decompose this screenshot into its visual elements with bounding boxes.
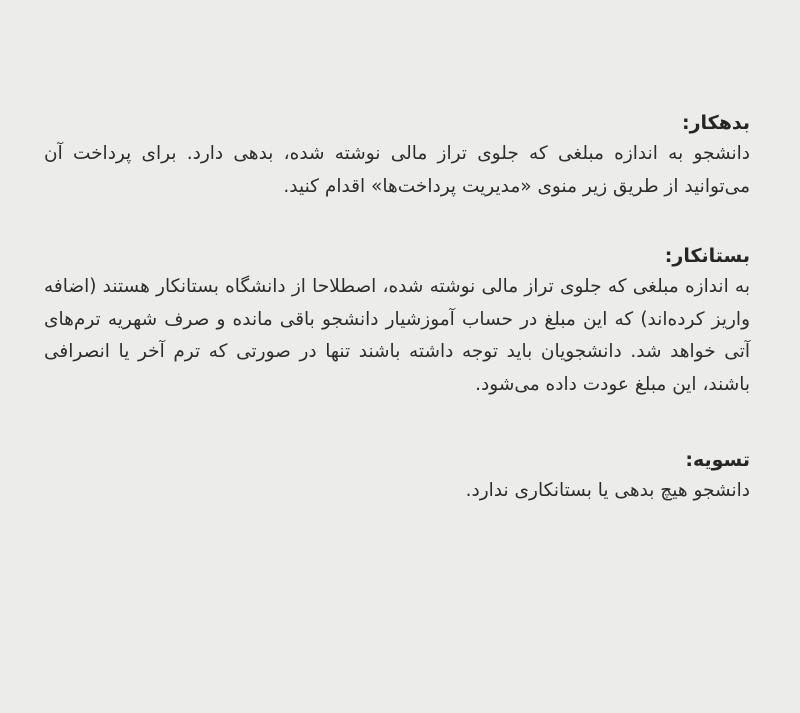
section-text-creditor: به اندازه مبلغی که جلوی تراز مالی نوشته شده، اصطلاحا از دانشگاه بستانکار هستند (اضافه واریز کرده‌اند) که این مبلغ در حساب آموزشیار دانشجو باقی مانده و صرف شهریه ترم‌های آتی خواهد شد. دانشجویان باید توجه داشته باشند تنها در صورتی که ترم آخر یا انصرافی باشند، این مبلغ عودت داده می‌شود. [44, 276, 750, 395]
section-creditor [44, 241, 750, 401]
document-body [44, 108, 750, 546]
section-text-settled: دانشجو هیچ بدهی یا بستانکاری ندارد. [465, 480, 750, 501]
section-heading-creditor: بستانکار: [664, 245, 750, 267]
section-heading-debtor: بدهکار: [681, 112, 750, 134]
section-text-debtor: دانشجو به اندازه مبلغی که جلوی تراز مالی نوشته شده، بدهی دارد. برای پرداخت آن می‌توانید از طریق زیر منوی «مدیریت پرداخت‌ها» اقدام کنید. [44, 143, 750, 197]
section-settled [44, 445, 750, 508]
section-debtor [44, 108, 750, 203]
section-heading-settled: تسویه: [685, 449, 750, 471]
